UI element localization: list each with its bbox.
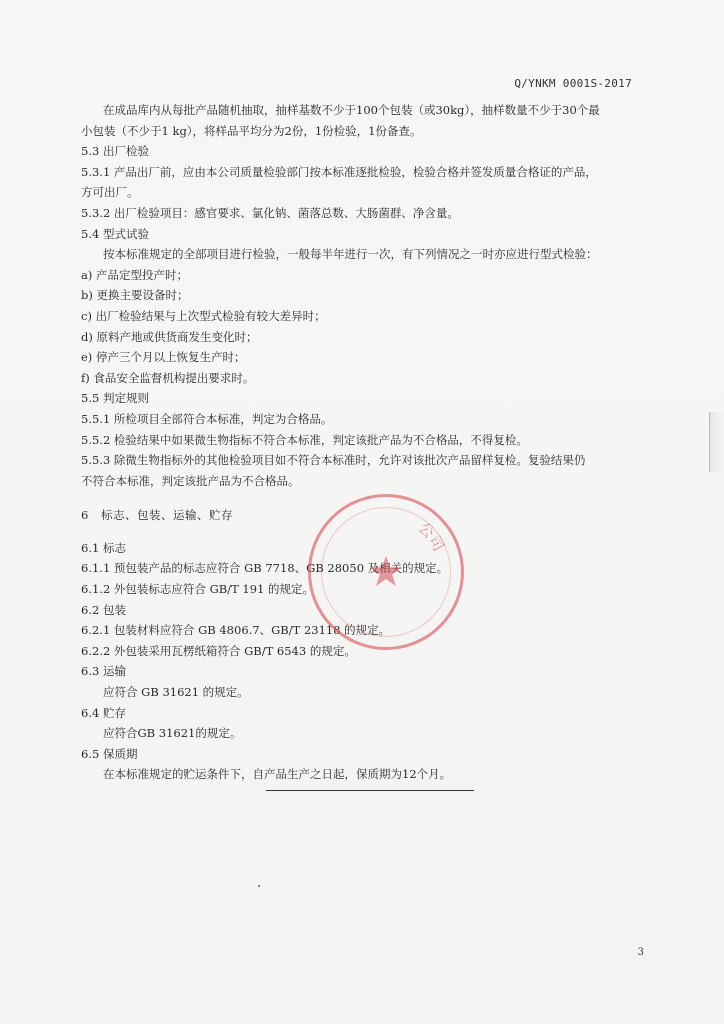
section-heading: 6.1 标志 [81,540,126,555]
body-line: 5.5.2 检验结果中如果微生物指标不符合本标准，判定该批产品为不合格品，不得复检。 [81,432,528,447]
list-item: f) 食品安全监督机构提出要求时。 [81,370,255,385]
list-item: a) 产品定型投产时； [81,267,188,282]
end-rule-divider [266,790,474,791]
list-item: b) 更换主要设备时； [81,288,189,303]
chapter-heading [81,505,646,526]
body-line: 在成品库内从每批产品随机抽取，抽样基数不少于100个包装（或30kg），抽样数量不少于30个最 [103,103,600,117]
body-line: 小包装（不少于1 kg），将样品平均分为2份，1份检验，1份备查。 [81,123,422,138]
body-line: 应符合 GB 31621 的规定。 [103,685,249,700]
seal-star-icon: ★ [367,547,405,596]
section-heading: 5.5 判定规则 [81,391,149,406]
binding-edge [709,412,724,472]
chapter-title: 标志、包装、运输、贮存 [101,508,233,523]
body-line: 6.2.2 外包装采用瓦楞纸箱符合 GB/T 6543 的规定。 [81,643,356,658]
body-line: 应符合GB 31621的规定。 [103,726,242,741]
list-item: c) 出厂检验结果与上次型式检验有较大差异时； [81,308,326,323]
body-line: 按本标准规定的全部项目进行检验，一般每半年进行一次，有下列情况之一时亦应进行型式检验： [103,247,598,262]
standard-code: Q/YNKM 0001S-2017 [514,77,632,90]
chapter-number: 6 [81,508,89,523]
body-line: 5.3.1 产品出厂前，应由本公司质量检验部门按本标准逐批检验，检验合格并签发质量合格证的产品， [81,164,597,179]
body-line: 在本标准规定的贮运条件下，自产品生产之日起，保质期为12个月。 [103,767,452,782]
body-line: 5.3.2 出厂检验项目：感官要求、氯化钠、菌落总数、大肠菌群、净含量。 [81,205,459,220]
body-line: 6.2.1 包装材料应符合 GB 4806.7、GB/T 23118 的规定。 [81,623,391,638]
list-item: d) 原料产地或供货商发生变化时； [81,329,258,344]
body-line: 5.5.3 除微生物指标外的其他检验项目如不符合本标准时，允许对该批次产品留样复检。复验结果仍 [81,453,586,468]
scan-speck [258,885,260,887]
list-item: e) 停产三个月以上恢复生产时； [81,350,246,365]
body-line: 方可出厂。 [81,185,139,200]
body-line: 5.5.1 所检项目全部符合本标准，判定为合格品。 [81,411,333,426]
document-body [81,100,646,785]
body-line: 6.1.1 预包装产品的标志应符合 GB 7718、GB 28050 及相关的规定。 [81,561,449,576]
section-heading: 6.5 保质期 [81,746,138,761]
seal-text: 公司 [414,518,448,555]
section-heading: 5.3 出厂检验 [81,144,149,159]
body-line: 不符合本标准，判定该批产品为不合格品。 [81,473,300,488]
section-heading: 6.4 贮存 [81,705,126,720]
section-heading: 6.2 包装 [81,602,126,617]
section-heading: 6.3 运输 [81,664,126,679]
section-heading: 5.4 型式试验 [81,226,149,241]
body-line: 6.1.2 外包装标志应符合 GB/T 191 的规定。 [81,582,315,597]
page-number: 3 [637,947,644,958]
